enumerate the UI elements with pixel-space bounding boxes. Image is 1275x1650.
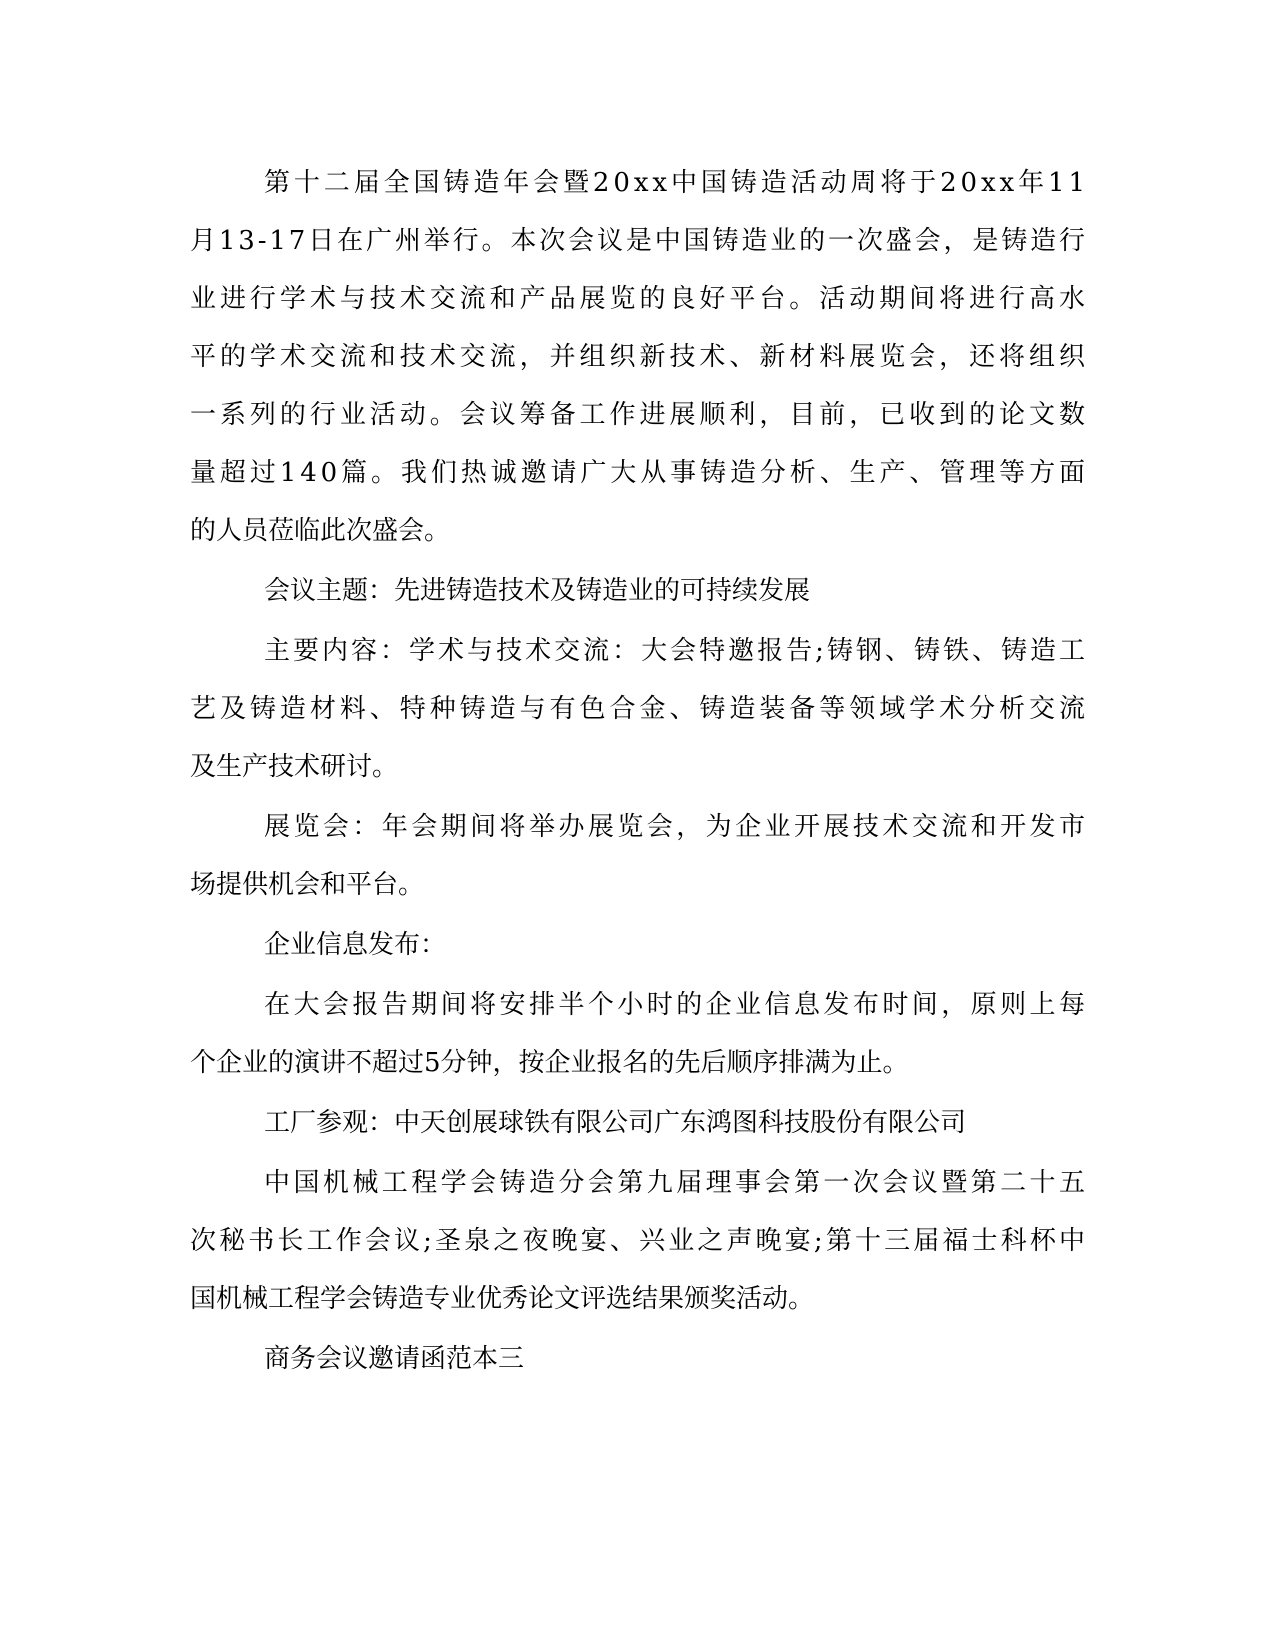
line-text: 主要内容：学术与技术交流：大会特邀报告;铸钢、铸铁、铸造工 <box>264 636 1089 666</box>
text-line <box>0 511 1275 551</box>
text-line <box>0 221 1275 261</box>
text-line <box>0 1043 1275 1083</box>
text-line <box>0 1163 1275 1203</box>
line-text: 平的学术交流和技术交流，并组织新技术、新材料展览会，还将组织 <box>190 342 1089 372</box>
line-text: 企业信息发布： <box>264 930 447 960</box>
line-text: 在大会报告期间将安排半个小时的企业信息发布时间，原则上每 <box>264 990 1089 1020</box>
text-line <box>0 689 1275 729</box>
text-line <box>0 1339 1275 1379</box>
line-text: 中国机械工程学会铸造分会第九届理事会第一次会议暨第二十五 <box>264 1168 1089 1198</box>
line-text: 一系列的行业活动。会议筹备工作进展顺利，目前，已收到的论文数 <box>190 400 1089 430</box>
text-line <box>0 925 1275 965</box>
text-line <box>0 1279 1275 1319</box>
text-line <box>0 1103 1275 1143</box>
line-text: 业进行学术与技术交流和产品展览的良好平台。活动期间将进行高水 <box>190 284 1089 314</box>
line-text: 及生产技术研讨。 <box>190 752 399 782</box>
line-text: 商务会议邀请函范本三 <box>264 1344 525 1374</box>
text-line <box>0 395 1275 435</box>
line-text: 次秘书长工作会议;圣泉之夜晚宴、兴业之声晚宴;第十三届福士科杯中 <box>190 1226 1089 1256</box>
line-text: 个企业的演讲不超过5分钟，按企业报名的先后顺序排满为止。 <box>190 1048 909 1078</box>
text-line <box>0 807 1275 847</box>
line-text: 国机械工程学会铸造专业优秀论文评选结果颁奖活动。 <box>190 1284 815 1314</box>
text-line <box>0 279 1275 319</box>
text-line <box>0 1221 1275 1261</box>
line-text: 月13-17日在广州举行。本次会议是中国铸造业的一次盛会，是铸造行 <box>190 226 1088 256</box>
line-text: 会议主题：先进铸造技术及铸造业的可持续发展 <box>264 576 811 606</box>
line-text: 艺及铸造材料、特种铸造与有色合金、铸造装备等领域学术分析交流 <box>190 694 1089 724</box>
text-line <box>0 865 1275 905</box>
line-text: 量超过140篇。我们热诚邀请广大从事铸造分析、生产、管理等方面 <box>190 458 1089 488</box>
line-text: 的人员莅临此次盛会。 <box>190 516 451 546</box>
line-text: 第十二届全国铸造年会暨20xx中国铸造活动周将于20xx年11 <box>264 168 1089 198</box>
line-text: 展览会：年会期间将举办展览会，为企业开展技术交流和开发市 <box>264 812 1089 842</box>
text-line <box>0 571 1275 611</box>
text-line <box>0 163 1275 203</box>
text-line <box>0 337 1275 377</box>
line-text: 工厂参观：中天创展球铁有限公司广东鸿图科技股份有限公司 <box>264 1108 967 1138</box>
text-line <box>0 985 1275 1025</box>
text-line <box>0 453 1275 493</box>
line-text: 场提供机会和平台。 <box>190 870 425 900</box>
text-line <box>0 747 1275 787</box>
text-line <box>0 631 1275 671</box>
